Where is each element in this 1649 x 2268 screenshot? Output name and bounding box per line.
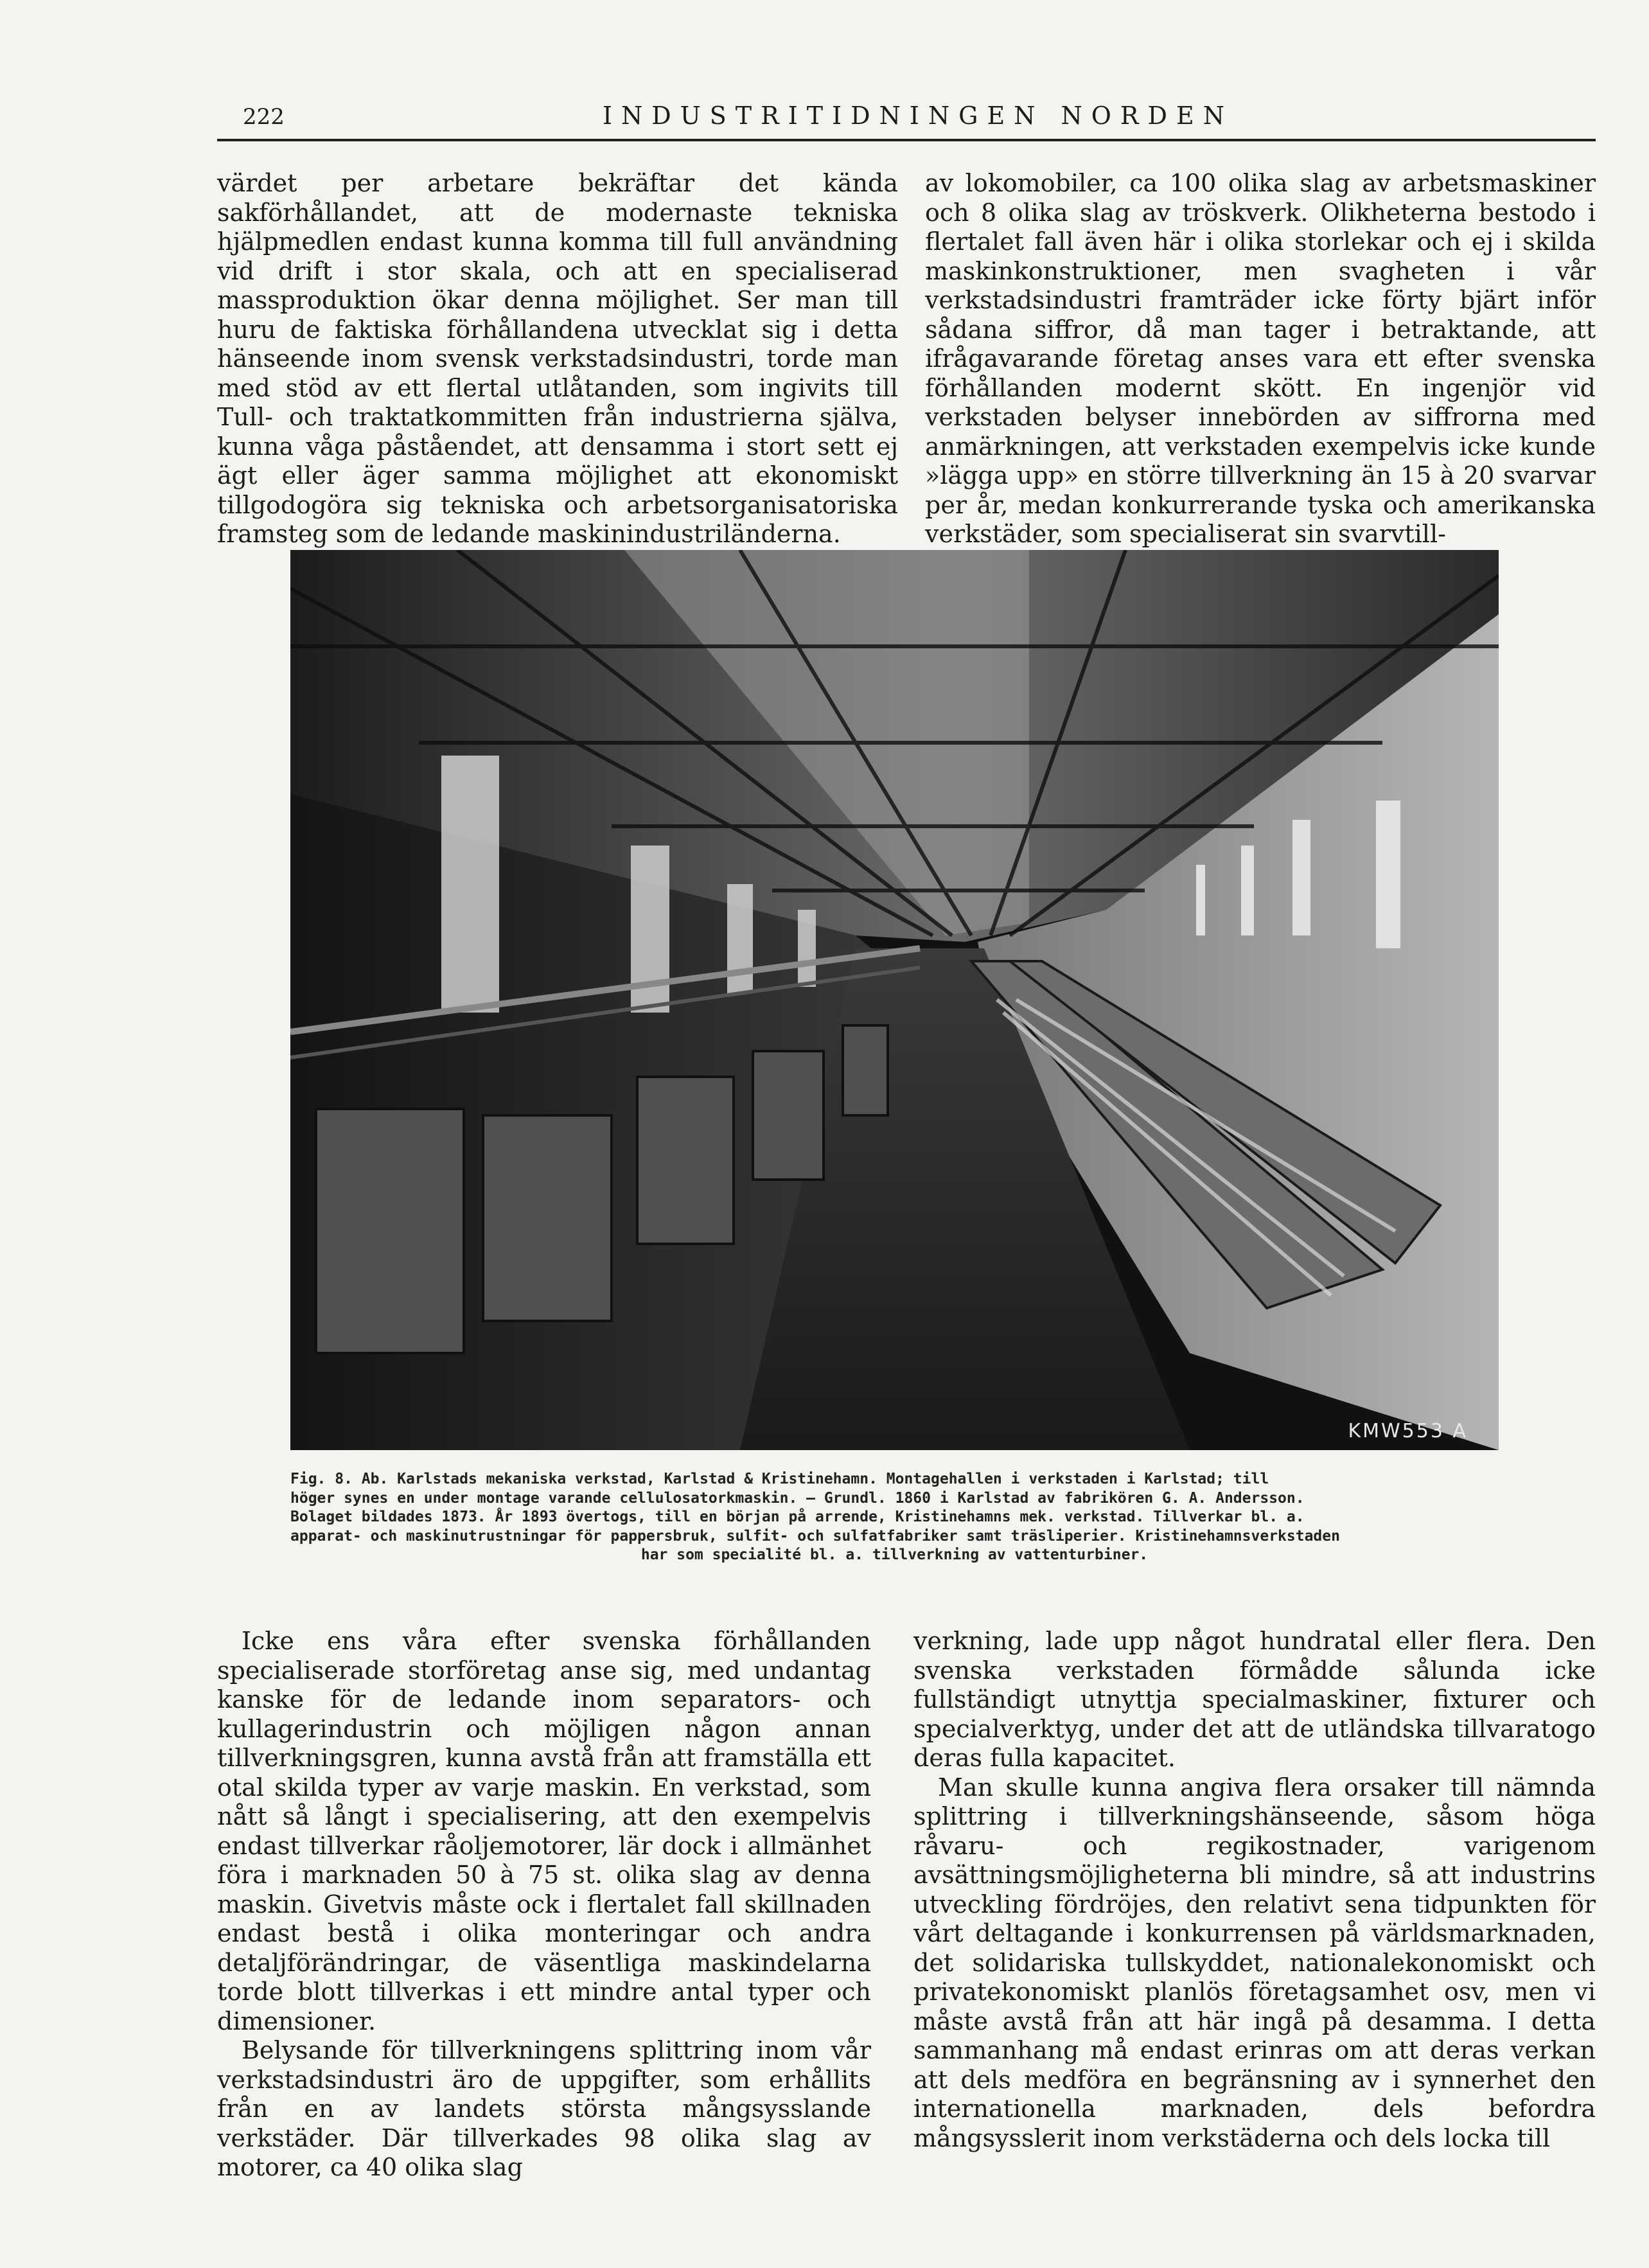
body-paragraph: Man skulle kunna angiva flera orsaker till nämnda splittring i tillverkningshänseende, såsom höga råvaru- och regikostnader, varigenom avsättningsmöjligheterna bli mindre, så att industrins utveckling fördröjes, den relativt sena tidpunkten för vårt deltagande i konkurrensen på världsmarknaden, det solidariska tullskyddet, nationalekonomiskt och privatekonomiskt planlös företagsamhet osv, men vi måste avstå från att här ingå på desamma. I detta sammanhang må endast erinras om att deras verkan att dels medföra en begränsning av i synnerhet den internationella marknaden, dels befordra mångsysslerit inom verkstäderna och dels locka till [913,1773,1596,2152]
top-right-column [925,169,1596,549]
caption-line: höger synes en under montage varande cellulosatorkmaskin. — Grundl. 1860 i Karlstad av fabrikören G. A. Andersson. [290,1489,1305,1507]
bottom-left-column [217,1627,871,2183]
page-number: 222 [243,104,285,130]
body-paragraph: värdet per arbetare bekräftar det kända sakförhållandet, att de modernaste tekniska hjälpmedlen endast kunna komma till full användning vid drift i stor skala, och att en specialiserad massproduktion ökar denna möjlighet. Ser man till huru de faktiska förhållandena utvecklat sig i detta hänseende inom svensk verkstadsindustri, torde man med stöd av ett flertal utlåtanden, som ingivits till Tull- och traktatkommitten från industrierna själva, kunna våga påståendet, att densamma i stort sett ej ägt eller äger samma möjlighet att ekonomiskt tillgodogöra sig tekniska och arbetsorganisatoriska framsteg som de ledande maskinindustriländerna. [217,169,898,548]
body-paragraph: av lokomobiler, ca 100 olika slag av arbetsmaskiner och 8 olika slag av tröskverk. Olikheterna bestodo i flertalet fall även här i olika storlekar och ej i skilda maskinkonstruktioner, men svagheten i vår verkstadsindustri framträder icke förty bjärt inför sådana siffror, då man tager i betraktande, att ifrågavarande företag anses vara ett efter svenska förhållanden modernt skött. En ingenjör vid verkstaden belyser innebörden av siffrorna med anmärkningen, att verkstaden exempelvis icke kunde »lägga upp» en större tillverkning än 15 à 20 svarvar per år, medan konkurrerande tyska och amerikanska verkstäder, som specialiserat sin svarvtill- [925,169,1596,548]
caption-line: Bolaget bildades 1873. År 1893 övertogs, till en början på arrende, Kristinehamns mek. verkstad. Tillverkar bl. a. [290,1509,1305,1525]
factory-hall-illustration [290,550,1499,1450]
running-head [217,96,1596,148]
body-paragraph: Icke ens våra efter svenska förhållanden specialiserade storföretag anse sig, med undantag kanske för de ledande inom separators- och kullagerindustrin och möjligen någon annan tillverkningsgren, kunna avstå från att framställa ett otal skilda typer av varje maskin. En verkstad, som nått så långt i specialisering, att den exempelvis endast tillverkar råoljemotorer, lär dock i allmänhet föra i marknaden 50 à 75 st. olika slag av denna maskin. Givetvis måste ock i flertalet fall skillnaden endast bestå i olika monteringar och andra detaljförändringar, de väsentliga maskindelarna torde blott tillverkas i ett mindre antal typer och dimensioner. [217,1627,871,2035]
header-rule [217,139,1596,141]
body-paragraph: verkning, lade upp något hundratal eller flera. Den svenska verkstaden förmådde sålunda icke fullständigt utnyttja specialmaskiner, fixturer och specialverktyg, under det att de utländska tillvaratogo deras fulla kapacitet. [913,1627,1596,1772]
bottom-right-column [913,1627,1596,2153]
caption-line: apparat- och maskinutrustningar för pappersbruk, sulfit- och sulfatfabriker samt träsliperier. Kristinehamnsverkstaden [290,1527,1340,1545]
caption-line: har som specialité bl. a. tillverkning av vattenturbiner. [640,1546,1149,1563]
photo-archive-mark: KMW553 A [1348,1420,1468,1442]
caption-line: Fig. 8. Ab. Karlstads mekaniska verkstad, Karlstad & Kristinehamn. Montagehallen i verkstaden i Karlstad; till [290,1471,1269,1487]
body-paragraph: Belysande för tillverkningens splittring inom vår verkstadsindustri äro de uppgifter, som erhållits från en av landets största mångsysslande verkstäder. Där tillverkades 98 olika slag av motorer, ca 40 olika slag [217,2036,871,2181]
factory-hall-photo [290,550,1499,1450]
figure-caption [290,1470,1499,1565]
top-left-column [217,169,898,549]
journal-title: INDUSTRITIDNINGEN NORDEN [603,102,1233,130]
